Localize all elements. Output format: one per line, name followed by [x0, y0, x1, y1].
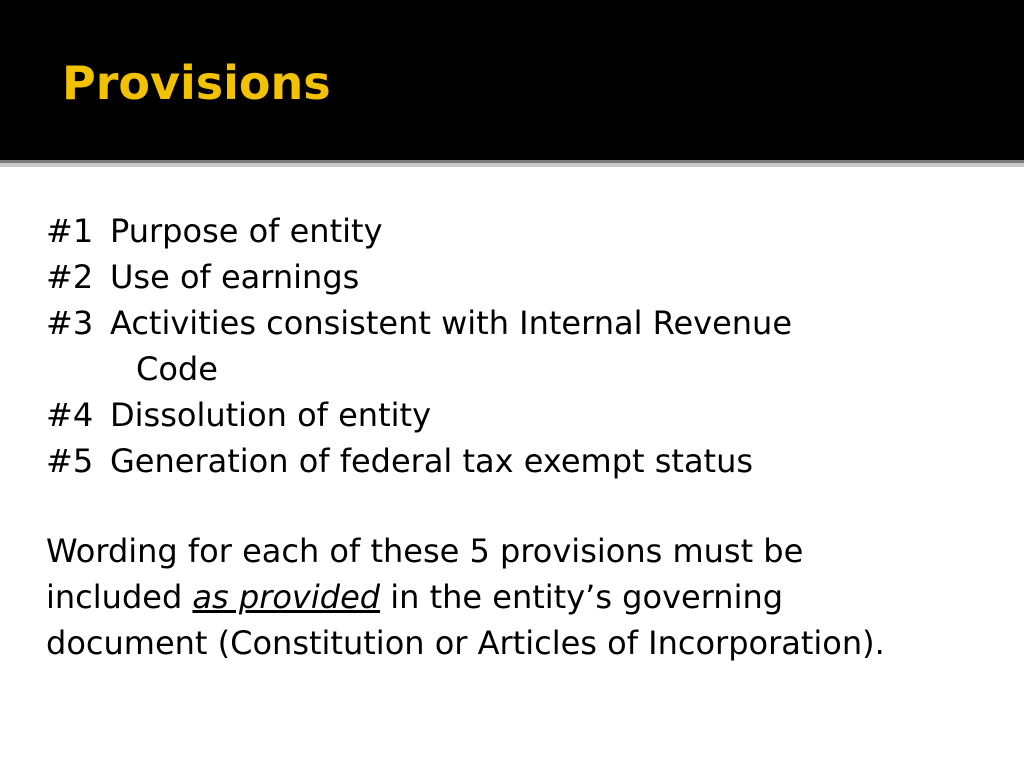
note-line-2-end: in the entity’s governing	[380, 578, 784, 616]
provision-text: Use of earnings	[110, 258, 360, 296]
provision-number: #5	[46, 442, 94, 480]
provision-item	[46, 392, 986, 438]
provision-item	[46, 438, 986, 484]
provision-number: #4	[46, 396, 94, 434]
note-emphasis: as provided	[192, 578, 381, 616]
provision-item	[46, 300, 986, 346]
provision-number: #1	[46, 212, 94, 250]
provision-text: Activities consistent with Internal Revenue	[110, 304, 792, 342]
provision-number: #2	[46, 258, 94, 296]
title-divider-light	[0, 163, 1024, 167]
provision-text: Dissolution of entity	[110, 396, 431, 434]
slide-body	[46, 208, 986, 666]
note-line-2-start: included	[46, 578, 193, 616]
provision-number: #3	[46, 304, 94, 342]
provision-text: Purpose of entity	[110, 212, 383, 250]
provision-item	[46, 254, 986, 300]
provision-list	[46, 208, 986, 484]
slide-title: Provisions	[62, 56, 331, 110]
provision-item	[46, 208, 986, 254]
note-line-1: Wording for each of these 5 provisions must be	[46, 532, 804, 570]
note-line-3: document (Constitution or Articles of Incorporation).	[46, 624, 885, 662]
provision-note	[46, 528, 986, 666]
title-bar	[0, 0, 1024, 160]
provision-text: Generation of federal tax exempt status	[110, 442, 754, 480]
provision-continuation: Code	[136, 350, 218, 388]
